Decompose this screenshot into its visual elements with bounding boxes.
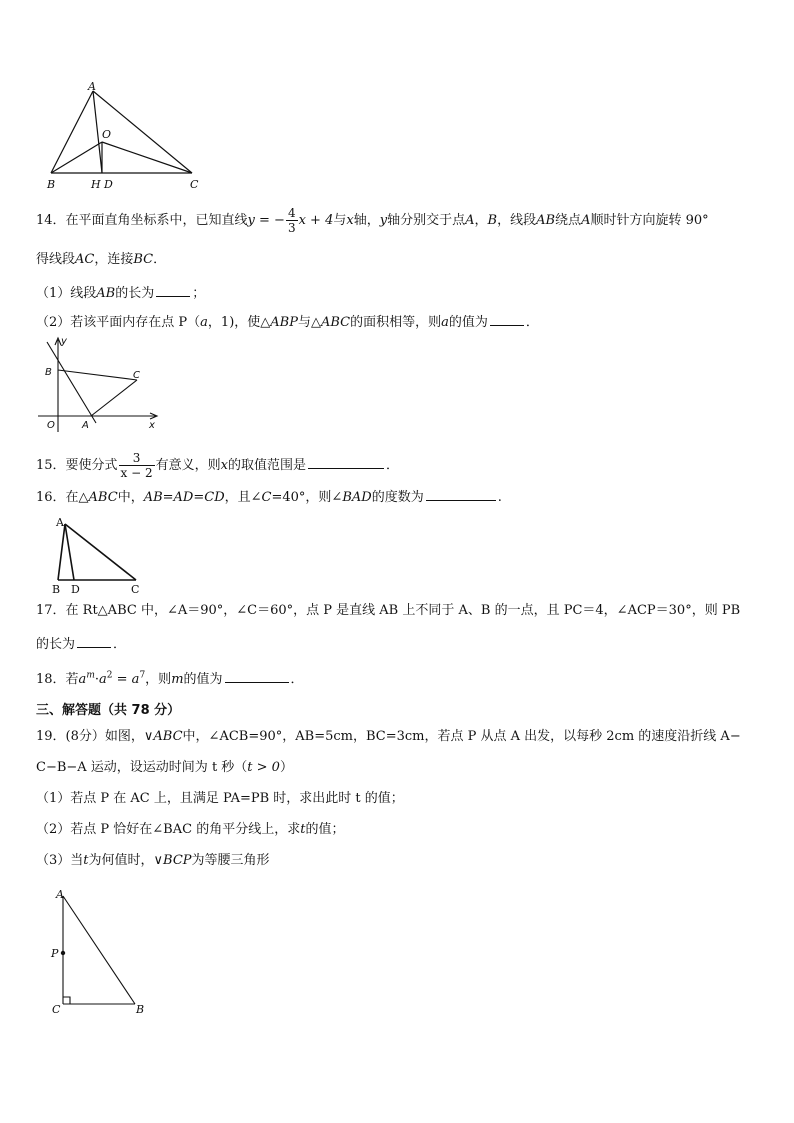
fig14-label-x: x (149, 420, 155, 431)
q19-sub2: （2）若点 P 恰好在∠BAC 的角平分线上，求t的值； (36, 822, 345, 837)
fig13-label-h: H (91, 178, 101, 191)
fig19-label-a: A (56, 888, 64, 901)
fig16-label-a: A (56, 516, 64, 529)
point-p (61, 951, 65, 955)
q15-fraction: $\frac{3}{x - 2}$ (120, 451, 153, 480)
answer-blank[interactable] (490, 313, 524, 326)
fig14-label-a: A (82, 420, 89, 431)
q19-sub3: （3）当t为何值时，∨BCP为等腰三角形 (36, 853, 270, 868)
fig14-label-o: O (47, 420, 55, 431)
q14-fraction: $\frac{4}{3}$ (287, 206, 296, 235)
figure-14-coordinate-plane (36, 334, 166, 434)
answer-blank[interactable] (77, 635, 111, 648)
fig16-label-c: C (131, 583, 140, 596)
q14-line1: 14．在平面直角坐标系中，已知直线y = − $\frac{4}{3}$ x + 4与x轴，y轴分别交于点A，B，线段AB绕点A顺时针方向旋转 90° (36, 206, 709, 235)
answer-blank[interactable] (225, 670, 289, 683)
fig19-label-p: P (51, 947, 59, 960)
q16-line: 16．在△ABC中，AB=AD=CD，且∠C=40°，则∠BAD的度数为 . (36, 490, 502, 505)
fig16-label-b: B (52, 583, 61, 596)
q17-line2: 的长为 ． (36, 637, 127, 652)
fig13-label-d: D (104, 178, 113, 191)
q14-sub1: （1）线段AB的长为 ； (36, 286, 206, 301)
q17-line1: 17．在 Rt△ABC 中，∠A＝90°，∠C＝60°，点 P 是直线 AB 上不同于 A、B 的一点，且 PC＝4，∠ACP＝30°，则 PB (36, 603, 741, 618)
q14-line2: 得线段AC，连接BC． (36, 252, 167, 267)
fig13-label-o: O (102, 128, 112, 141)
q18-line: 18．若$a^m\cdot a^2 = a^7$，则m的值为 ． (36, 670, 304, 687)
section-3-heading: 三、解答题（共 78 分） (36, 703, 181, 718)
q15-line: 15．要使分式 $\frac{3}{x - 2}$ 有意义，则x的取值范围是 ． (36, 451, 400, 480)
answer-blank[interactable] (156, 284, 190, 297)
q19-line2: C−B−A 运动，设运动时间为 t 秒（t > 0） (36, 760, 293, 775)
answer-blank[interactable] (426, 488, 496, 501)
fig19-label-c: C (52, 1003, 61, 1016)
figure-16-triangle (46, 514, 156, 594)
figure-19-right-triangle (46, 886, 166, 1021)
fig14-label-b: B (45, 367, 52, 378)
answer-blank[interactable] (308, 456, 384, 469)
q19-sub1: （1）若点 P 在 AC 上，且满足 PA=PB 时，求出此时 t 的值； (36, 791, 404, 806)
q14-sub2: （2）若该平面内存在点 P（a，1)，使△ABP与△ABC的面积相等，则a的值为 ． (36, 315, 539, 330)
fig16-label-d: D (71, 583, 80, 596)
fig13-label-b: B (47, 178, 56, 191)
fig14-label-c: C (133, 370, 140, 381)
fig13-label-c: C (190, 178, 199, 191)
fig14-label-y: y (61, 336, 67, 347)
fig19-label-b: B (136, 1003, 145, 1016)
figure-13-triangle (40, 80, 210, 195)
q19-line1: 19．(8分）如图，∨ABC中，∠ACB=90°，AB=5cm，BC=3cm，若点 P 从点 A 出发，以每秒 2cm 的速度沿折线 A− (36, 729, 741, 744)
fig13-label-a: A (88, 80, 96, 93)
